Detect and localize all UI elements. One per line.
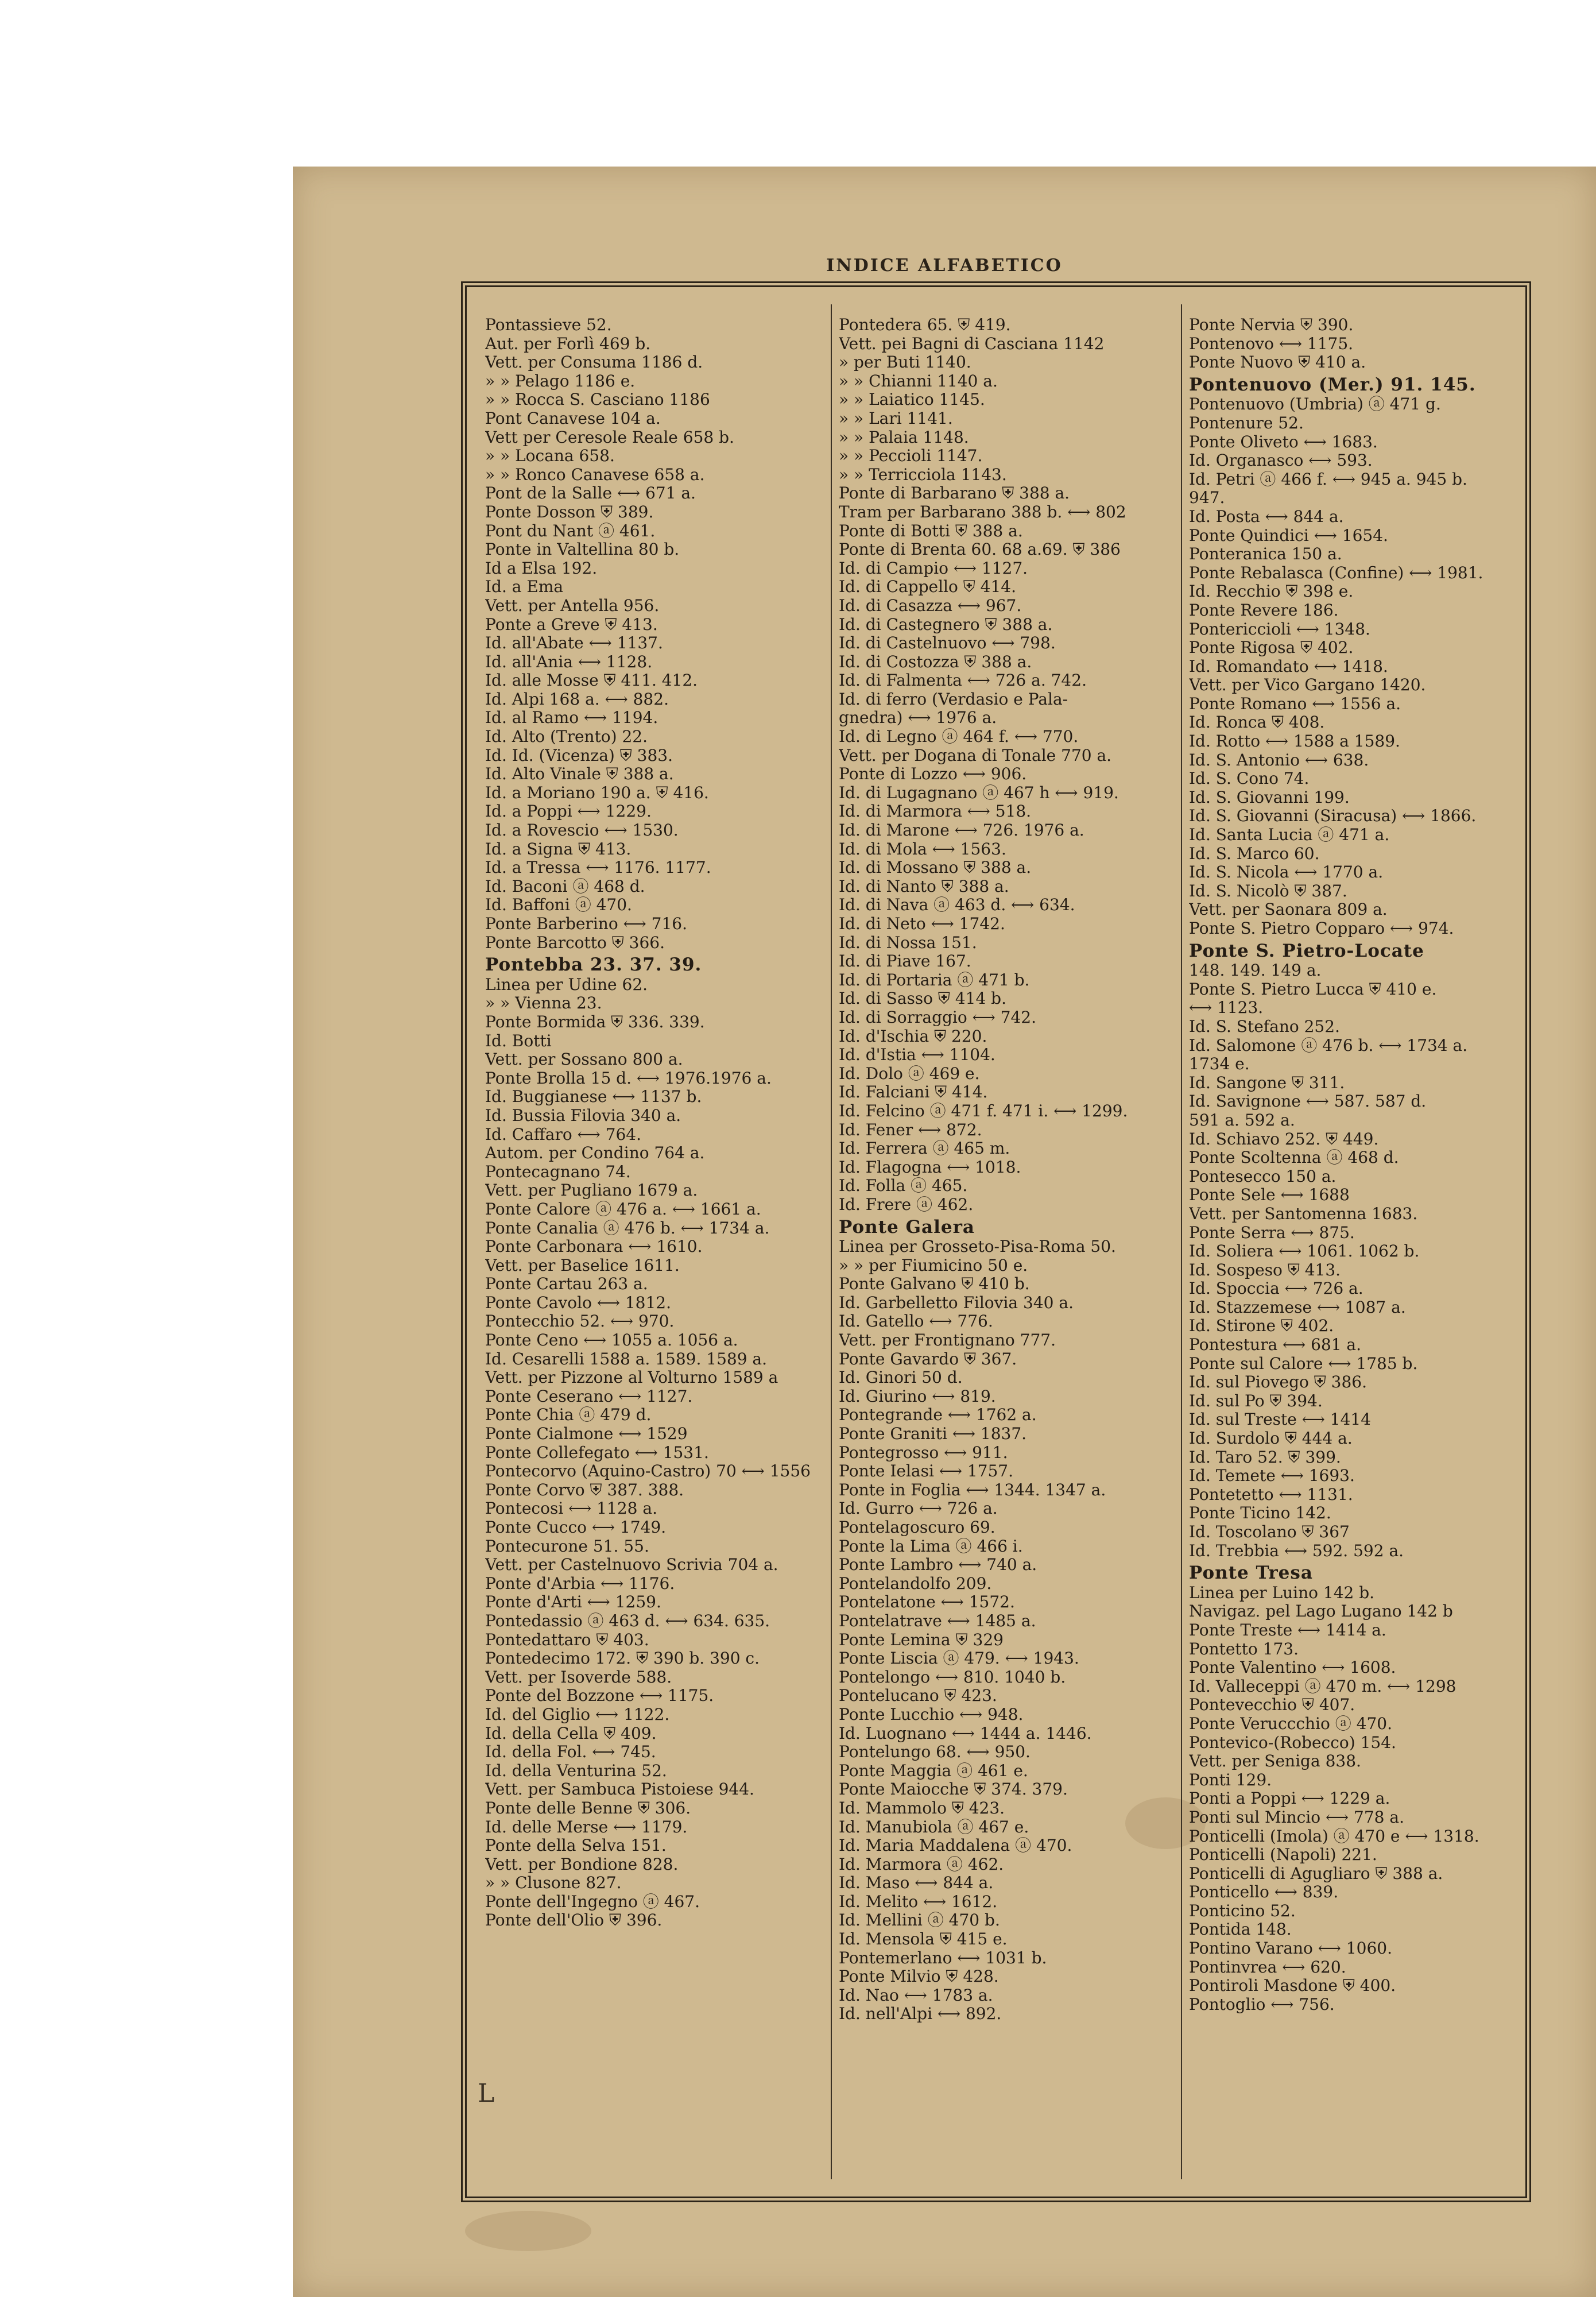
index-entry: Id. Toscolano ⛨ 367	[1189, 1523, 1350, 1541]
index-column-1	[485, 316, 827, 2174]
index-entry: Ponte Dosson ⛨ 389.	[485, 502, 654, 521]
index-entry: Ponti sul Mincio ⟷ 778 a.	[1189, 1808, 1404, 1827]
index-entry: Id. a Poppi ⟷ 1229.	[485, 802, 652, 821]
index-entry: Id. Gatello ⟷ 776.	[839, 1312, 993, 1331]
index-entry: Id. a Tressa ⟷ 1176. 1177.	[485, 859, 711, 877]
index-entry: Id. a Signa ⛨ 413.	[485, 840, 632, 859]
index-entry: Id. Soliera ⟷ 1061. 1062 b.	[1189, 1242, 1420, 1261]
index-entry: Vett. pei Bagni di Casciana 1142	[839, 334, 1105, 353]
index-entry: Id. Rotto ⟷ 1588 a 1589.	[1189, 732, 1400, 751]
index-entry: Ponte Serra ⟷ 875.	[1189, 1223, 1355, 1242]
index-entry: Pontedera 65. ⛨ 419.	[839, 316, 1011, 334]
index-entry: Id. Savignone ⟷ 587. 587 d.	[1189, 1092, 1427, 1111]
index-entry: Vett. per Dogana di Tonale 770 a.	[839, 746, 1112, 765]
index-entry: 591 a. 592 a.	[1189, 1111, 1295, 1130]
index-entry: Ponte S. Pietro Copparo ⟷ 974.	[1189, 919, 1454, 938]
index-entry: Id. S. Antonio ⟷ 638.	[1189, 751, 1369, 769]
index-entry: Id. al Ramo ⟷ 1194.	[485, 709, 658, 728]
index-entry: Pontassieve 52.	[485, 316, 612, 334]
index-entry: Ponte S. Pietro Lucca ⛨ 410 e.	[1189, 980, 1437, 999]
index-entry: Ponteranica 150 a.	[1189, 545, 1342, 564]
index-entry: Vett. per Frontignano 777.	[839, 1331, 1056, 1350]
index-entry: Id. di Marone ⟷ 726. 1976 a.	[839, 821, 1084, 840]
index-entry: Ponte Barberino ⟷ 716.	[485, 915, 687, 933]
index-entry: Id. di Marmora ⟷ 518.	[839, 802, 1032, 821]
index-entry: » » Peccioli 1147.	[839, 447, 983, 466]
page-footer-letter: L	[478, 2079, 495, 2108]
index-entry: Navigaz. pel Lago Lugano 142 b	[1189, 1602, 1453, 1621]
index-entry: Pontetto 173.	[1189, 1639, 1299, 1658]
index-entry: Pontegrande ⟷ 1762 a.	[839, 1406, 1037, 1425]
index-entry: Id. di Casazza ⟷ 967.	[839, 596, 1022, 615]
index-entry: Vett. per Baselice 1611.	[485, 1256, 680, 1275]
index-entry: Ponte Liscia ⓐ 479. ⟷ 1943.	[839, 1649, 1079, 1668]
index-entry: Id. Petri ⓐ 466 f. ⟷ 945 a. 945 b.	[1189, 470, 1467, 489]
index-entry: Id. di ferro (Verdasio e Pala-	[839, 690, 1068, 709]
index-entry: Vett. per Antella 956.	[485, 596, 660, 615]
index-entry: » » Vienna 23.	[485, 994, 602, 1013]
index-entry: ⟷ 1123.	[1189, 999, 1264, 1018]
index-entry: Ponte Ceno ⟷ 1055 a. 1056 a.	[485, 1331, 738, 1350]
index-entry: Id a Elsa 192.	[485, 559, 598, 578]
index-entry: Ponte Romano ⟷ 1556 a.	[1189, 694, 1401, 713]
index-entry: Ponte Maggia ⓐ 461 e.	[839, 1761, 1028, 1780]
index-entry: Pontevico-(Robecco) 154.	[1189, 1733, 1396, 1752]
index-entry: Ponte Lemina ⛨ 329	[839, 1630, 1004, 1649]
index-entry: Id. all'Ania ⟷ 1128.	[485, 652, 653, 671]
index-entry: » » Clusone 827.	[485, 1874, 622, 1893]
index-entry: » » Pelago 1186 e.	[485, 372, 636, 390]
index-entry: Ponte Gavardo ⛨ 367.	[839, 1349, 1017, 1368]
index-entry: Linea per Udine 62.	[485, 975, 648, 994]
index-entry: Id. Id. (Vicenza) ⛨ 383.	[485, 746, 673, 765]
index-entry: Id. Recchio ⛨ 398 e.	[1189, 582, 1354, 601]
index-entry: 1734 e.	[1189, 1055, 1250, 1074]
index-entry: Ponte Scoltenna ⓐ 468 d.	[1189, 1148, 1399, 1167]
index-entry: Id. di Sasso ⛨ 414 b.	[839, 989, 1007, 1008]
index-heading: Ponte Galera	[839, 1217, 975, 1237]
index-entry: Id. di Nossa 151.	[839, 933, 977, 952]
index-entry: Ponte Treste ⟷ 1414 a.	[1189, 1621, 1386, 1639]
index-entry: Linea per Grosseto-Pisa-Roma 50.	[839, 1238, 1116, 1256]
index-entry: Id. Frere ⓐ 462.	[839, 1195, 974, 1214]
index-entry: Id. Surdolo ⛨ 444 a.	[1189, 1429, 1353, 1448]
index-entry: Id. Falciani ⛨ 414.	[839, 1083, 988, 1102]
index-entry: Id. Ronca ⛨ 408.	[1189, 713, 1325, 732]
index-entry: Id. Sospeso ⛨ 413.	[1189, 1260, 1341, 1279]
index-entry: Id. di Nanto ⛨ 388 a.	[839, 877, 1009, 896]
index-entry: Id. sul Treste ⟷ 1414	[1189, 1410, 1372, 1429]
index-entry: Ponte Collefegato ⟷ 1531.	[485, 1443, 709, 1462]
index-entry: Id. Stirone ⛨ 402.	[1189, 1317, 1334, 1336]
index-entry: Id. Mammolo ⛨ 423.	[839, 1799, 1005, 1818]
index-entry: Id. S. Cono 74.	[1189, 769, 1310, 788]
index-entry: Ponti a Poppi ⟷ 1229 a.	[1189, 1789, 1390, 1808]
index-entry: Pontericcioli ⟷ 1348.	[1189, 620, 1370, 639]
index-entry: Ponte Nervia ⛨ 390.	[1189, 316, 1354, 334]
index-entry: Id. a Rovescio ⟷ 1530.	[485, 821, 679, 840]
index-entry: Id. Santa Lucia ⓐ 471 a.	[1189, 826, 1390, 845]
index-entry: Id. Baffoni ⓐ 470.	[485, 896, 632, 915]
index-entry: Ponte Rigosa ⛨ 402.	[1189, 639, 1354, 658]
index-heading: Pontenuovo (Mer.) 91. 145.	[1189, 375, 1476, 395]
index-heading: Ponte Tresa	[1189, 1564, 1313, 1583]
index-entry: Ponte Chia ⓐ 479 d.	[485, 1406, 652, 1425]
index-entry: Pont du Nant ⓐ 461.	[485, 521, 656, 540]
index-entry: Id. Temete ⟷ 1693.	[1189, 1467, 1355, 1486]
page-sheet	[293, 167, 1596, 2297]
index-entry: Ponte Ticino 142.	[1189, 1504, 1331, 1523]
page-header: INDICE ALFABETICO	[826, 256, 1063, 276]
index-entry: Pontedassio ⓐ 463 d. ⟷ 634. 635.	[485, 1611, 770, 1630]
index-entry: Vett. per Isoverde 588.	[485, 1668, 672, 1687]
index-entry: Pontedecimo 172. ⛨ 390 b. 390 c.	[485, 1649, 760, 1668]
index-entry: Id. Alto (Trento) 22.	[485, 728, 648, 747]
index-entry: Ponte a Greve ⛨ 413.	[485, 615, 658, 634]
index-entry: Id. della Cella ⛨ 409.	[485, 1724, 657, 1743]
index-entry: Id. Giurino ⟷ 819.	[839, 1387, 996, 1406]
index-column-2	[839, 316, 1181, 2174]
index-entry: Ponticello ⟷ 839.	[1189, 1883, 1339, 1902]
index-entry: Pontenovo ⟷ 1175.	[1189, 334, 1354, 353]
index-entry: Id. S. Giovanni (Siracusa) ⟷ 1866.	[1189, 807, 1477, 826]
column-rule	[831, 304, 832, 2179]
index-entry: Id. di Campio ⟷ 1127.	[839, 559, 1028, 578]
index-entry: Id. Botti	[485, 1031, 552, 1050]
index-entry: Id. Alpi 168 a. ⟷ 882.	[485, 690, 669, 709]
index-entry: Vett. per Sossano 800 a.	[485, 1050, 683, 1069]
index-entry: Ponte dell'Olio ⛨ 396.	[485, 1911, 663, 1930]
index-entry: Pontestura ⟷ 681 a.	[1189, 1336, 1362, 1355]
index-entry: Ponte Canalia ⓐ 476 b. ⟷ 1734 a.	[485, 1219, 770, 1238]
index-frame	[461, 281, 1531, 2202]
index-entry: Pontelatrave ⟷ 1485 a.	[839, 1611, 1036, 1630]
index-entry: Pontemerlano ⟷ 1031 b.	[839, 1948, 1047, 1967]
index-entry: Ponte Ielasi ⟷ 1757.	[839, 1462, 1014, 1481]
index-entry: » per Buti 1140.	[839, 353, 971, 372]
index-entry: Pontecagnano 74.	[485, 1162, 631, 1181]
index-entry: Pontecosi ⟷ 1128 a.	[485, 1499, 657, 1518]
index-entry: Ponte Valentino ⟷ 1608.	[1189, 1658, 1396, 1677]
index-entry: Ponticelli di Agugliaro ⛨ 388 a.	[1189, 1864, 1443, 1883]
index-entry: Id. a Moriano 190 a. ⛨ 416.	[485, 783, 709, 802]
index-entry: Pontelandolfo 209.	[839, 1574, 992, 1593]
index-entry: Ponte Veruccchio ⓐ 470.	[1189, 1714, 1392, 1733]
index-entry: Pontino Varano ⟷ 1060.	[1189, 1939, 1393, 1958]
index-entry: Id. Felcino ⓐ 471 f. 471 i. ⟷ 1299.	[839, 1101, 1128, 1120]
index-entry: Id. Garbelletto Filovia 340 a.	[839, 1293, 1074, 1312]
index-column-3	[1189, 316, 1531, 2174]
index-entry: Ponte Rebalasca (Confine) ⟷ 1981.	[1189, 563, 1483, 582]
index-entry: 947.	[1189, 489, 1225, 508]
index-entry: Tram per Barbarano 388 b. ⟷ 802	[839, 502, 1126, 521]
index-entry: Id. Sangone ⛨ 311.	[1189, 1073, 1345, 1092]
index-entry: Ponte Cavolo ⟷ 1812.	[485, 1293, 672, 1312]
index-entry: Ponte d'Arti ⟷ 1259.	[485, 1593, 661, 1612]
index-entry: Ponte del Bozzone ⟷ 1175.	[485, 1687, 714, 1706]
index-entry: Id. Maria Maddalena ⓐ 470.	[839, 1836, 1072, 1855]
index-entry: Vett. per Saonara 809 a.	[1189, 900, 1388, 919]
index-entry: Ponte in Foglia ⟷ 1344. 1347 a.	[839, 1480, 1106, 1499]
index-entry: Id. di Falmenta ⟷ 726 a. 742.	[839, 671, 1087, 690]
index-entry: gnedra) ⟷ 1976 a.	[839, 709, 997, 728]
index-entry: Id. della Fol. ⟷ 745.	[485, 1743, 656, 1762]
index-entry: Vett. per Santomenna 1683.	[1189, 1204, 1418, 1223]
index-entry: Vett. per Sambuca Pistoiese 944.	[485, 1780, 754, 1799]
index-entry: Id. sul Piovego ⛨ 386.	[1189, 1373, 1368, 1392]
index-entry: Id. Stazzemese ⟷ 1087 a.	[1189, 1298, 1406, 1317]
index-entry: Pontedattaro ⛨ 403.	[485, 1630, 649, 1649]
index-entry: Id. di Castelnuovo ⟷ 798.	[839, 634, 1056, 653]
index-entry: Ponte Oliveto ⟷ 1683.	[1189, 432, 1378, 451]
index-entry: Ponte delle Benne ⛨ 306.	[485, 1799, 691, 1818]
index-entry: Pontecorvo (Aquino-Castro) 70 ⟷ 1556	[485, 1462, 811, 1481]
index-entry: Id. Cesarelli 1588 a. 1589. 1589 a.	[485, 1349, 768, 1368]
index-entry: Pontegrosso ⟷ 911.	[839, 1443, 1008, 1462]
index-entry: Vett. per Bondione 828.	[485, 1855, 679, 1874]
index-entry: Id. Fener ⟷ 872.	[839, 1120, 982, 1139]
index-entry: Pontelagoscuro 69.	[839, 1518, 995, 1537]
index-entry: » » per Fiumicino 50 e.	[839, 1256, 1028, 1275]
index-entry: Ponte Cartau 263 a.	[485, 1275, 648, 1294]
index-entry: » » Locana 658.	[485, 447, 615, 466]
index-entry: Ponte Maiocche ⛨ 374. 379.	[839, 1780, 1068, 1799]
index-entry: Id. della Venturina 52.	[485, 1761, 667, 1780]
index-entry: Id. Ferrera ⓐ 465 m.	[839, 1139, 1010, 1158]
index-entry: Ponte Milvio ⛨ 428.	[839, 1967, 999, 1986]
index-entry: » » Laiatico 1145.	[839, 390, 985, 409]
index-entry: » » Palaia 1148.	[839, 428, 969, 447]
index-entry: Pont Canavese 104 a.	[485, 409, 661, 428]
index-entry: Id. Schiavo 252. ⛨ 449.	[1189, 1130, 1379, 1148]
index-entry: 148. 149. 149 a.	[1189, 961, 1322, 980]
index-entry: Ponte Lucchio ⟷ 948.	[839, 1705, 1024, 1724]
index-entry: Id. Dolo ⓐ 469 e.	[839, 1064, 980, 1083]
index-entry: Vett per Ceresole Reale 658 b.	[485, 428, 734, 447]
index-entry: Ponte Corvo ⛨ 387. 388.	[485, 1480, 684, 1499]
index-entry: Ponte Galvano ⛨ 410 b.	[839, 1275, 1030, 1294]
index-entry: Id. di Castegnero ⛨ 388 a.	[839, 615, 1053, 634]
index-entry: Id. S. Marco 60.	[1189, 844, 1320, 863]
index-entry: Pontoglio ⟷ 756.	[1189, 1995, 1335, 2014]
index-entry: » » Terricciola 1143.	[839, 465, 1007, 484]
index-entry: Id. Luognano ⟷ 1444 a. 1446.	[839, 1724, 1092, 1743]
index-entry: Pontesecco 150 a.	[1189, 1167, 1337, 1186]
index-entry: Id. S. Giovanni 199.	[1189, 788, 1350, 807]
index-entry: Pontelucano ⛨ 423.	[839, 1687, 997, 1706]
index-entry: Ponte di Botti ⛨ 388 a.	[839, 521, 1023, 540]
index-entry: Ponticelli (Imola) ⓐ 470 e ⟷ 1318.	[1189, 1827, 1479, 1846]
index-entry: Id. di Portaria ⓐ 471 b.	[839, 970, 1030, 989]
index-entry: Ponte d'Arbia ⟷ 1176.	[485, 1574, 675, 1593]
index-entry: Ponte Revere 186.	[1189, 601, 1339, 620]
index-entry: Id. di Cappello ⛨ 414.	[839, 578, 1017, 597]
index-entry: Id. Maso ⟷ 844 a.	[839, 1874, 994, 1893]
index-entry: Pontelatone ⟷ 1572.	[839, 1593, 1015, 1612]
index-entry: Ponte Nuovo ⛨ 410 a.	[1189, 353, 1366, 372]
index-entry: Vett. per Pizzone al Volturno 1589 a	[485, 1368, 778, 1387]
index-entry: Ponte sul Calore ⟷ 1785 b.	[1189, 1354, 1418, 1373]
index-heading: Ponte S. Pietro-Locate	[1189, 941, 1424, 961]
index-entry: Id. Taro 52. ⛨ 399.	[1189, 1448, 1341, 1467]
index-entry: Id. Ginori 50 d.	[839, 1368, 963, 1387]
index-entry: Id. Caffaro ⟷ 764.	[485, 1125, 642, 1144]
index-entry: Ponticelli (Napoli) 221.	[1189, 1846, 1377, 1865]
index-entry: Id. S. Stefano 252.	[1189, 1017, 1340, 1036]
index-entry: Id. di Costozza ⛨ 388 a.	[839, 652, 1032, 671]
index-entry: Vett. per Castelnuovo Scrivia 704 a.	[485, 1556, 778, 1575]
index-entry: Id. alle Mosse ⛨ 411. 412.	[485, 671, 698, 690]
index-entry: Pontetetto ⟷ 1131.	[1189, 1485, 1353, 1504]
index-entry: Id. Bussia Filovia 340 a.	[485, 1106, 681, 1125]
index-entry: Ponte di Lozzo ⟷ 906.	[839, 765, 1027, 784]
index-entry: » » Rocca S. Casciano 1186	[485, 390, 710, 409]
index-entry: Id. Buggianese ⟷ 1137 b.	[485, 1088, 702, 1107]
index-entry: Pontecurone 51. 55.	[485, 1537, 649, 1556]
index-entry: Ponti 129.	[1189, 1770, 1272, 1789]
index-entry: Id. Marmora ⓐ 462.	[839, 1855, 1004, 1874]
index-entry: Pontelongo ⟷ 810. 1040 b.	[839, 1668, 1066, 1687]
index-entry: Id. di Nava ⓐ 463 d. ⟷ 634.	[839, 896, 1075, 915]
index-entry: Id. S. Nicolò ⛨ 387.	[1189, 881, 1347, 900]
index-entry: Pont de la Salle ⟷ 671 a.	[485, 484, 696, 503]
index-entry: Id. di Mola ⟷ 1563.	[839, 840, 1006, 859]
paper-stain	[465, 2211, 591, 2251]
index-entry: Ponte di Barbarano ⛨ 388 a.	[839, 484, 1070, 503]
index-entry: Id. Manubiola ⓐ 467 e.	[839, 1818, 1029, 1836]
index-entry: Id. Salomone ⓐ 476 b. ⟷ 1734 a.	[1189, 1036, 1468, 1055]
index-entry: Linea per Luino 142 b.	[1189, 1583, 1375, 1602]
index-entry: Autom. per Condino 764 a.	[485, 1144, 705, 1163]
index-entry: Pontenure 52.	[1189, 413, 1304, 432]
index-entry: Id. all'Abate ⟷ 1137.	[485, 634, 663, 653]
index-entry: Ponte Carbonara ⟷ 1610.	[485, 1238, 703, 1256]
index-entry: Ponte dell'Ingegno ⓐ 467.	[485, 1892, 700, 1911]
index-entry: Pontevecchio ⛨ 407.	[1189, 1696, 1355, 1715]
index-entry: Aut. per Forlì 469 b.	[485, 334, 651, 353]
index-entry: Id. a Ema	[485, 578, 564, 597]
index-entry: Id. di Legno ⓐ 464 f. ⟷ 770.	[839, 728, 1079, 747]
index-entry: Id. di Neto ⟷ 1742.	[839, 915, 1005, 933]
index-entry: Ponte della Selva 151.	[485, 1836, 667, 1855]
index-entry: Id. di Sorraggio ⟷ 742.	[839, 1008, 1037, 1027]
index-entry: Id. Alto Vinale ⛨ 388 a.	[485, 765, 674, 784]
index-entry: Ponte Quindici ⟷ 1654.	[1189, 526, 1388, 545]
index-entry: Pontinvrea ⟷ 620.	[1189, 1958, 1346, 1977]
index-entry: Id. Organasco ⟷ 593.	[1189, 451, 1373, 470]
index-entry: Id. Nao ⟷ 1783 a.	[839, 1986, 993, 2005]
index-entry: Id. S. Nicola ⟷ 1770 a.	[1189, 863, 1384, 882]
index-entry: Id. Folla ⓐ 465.	[839, 1177, 968, 1196]
index-entry: Id. Mensola ⛨ 415 e.	[839, 1930, 1008, 1949]
index-entry: » » Chianni 1140 a.	[839, 372, 998, 390]
index-entry: Ponte Graniti ⟷ 1837.	[839, 1425, 1027, 1444]
index-entry: Ponte Calore ⓐ 476 a. ⟷ 1661 a.	[485, 1200, 761, 1219]
index-entry: Id. d'Istia ⟷ 1104.	[839, 1046, 995, 1065]
index-entry: Id. di Piave 167.	[839, 952, 971, 971]
index-entry: Id. Spoccia ⟷ 726 a.	[1189, 1279, 1363, 1298]
index-entry: Ponte Sele ⟷ 1688	[1189, 1186, 1350, 1205]
index-entry: Id. Flagogna ⟷ 1018.	[839, 1158, 1021, 1177]
column-rule	[1181, 304, 1182, 2179]
index-entry: Id. Melito ⟷ 1612.	[839, 1892, 998, 1911]
index-entry: Ponte Cucco ⟷ 1749.	[485, 1518, 667, 1537]
index-entry: Vett. per Seniga 838.	[1189, 1752, 1361, 1771]
index-entry: Ponte Bormida ⛨ 336. 339.	[485, 1012, 705, 1031]
index-entry: Vett. per Vico Gargano 1420.	[1189, 676, 1426, 695]
index-entry: Id. Gurro ⟷ 726 a.	[839, 1499, 998, 1518]
index-entry: Id. Mellini ⓐ 470 b.	[839, 1911, 1000, 1930]
index-entry: » » Lari 1141.	[839, 409, 953, 428]
index-heading: Pontebba 23. 37. 39.	[485, 956, 702, 975]
index-entry: Id. sul Po ⛨ 394.	[1189, 1391, 1323, 1410]
index-entry: Pontiroli Masdone ⛨ 400.	[1189, 1977, 1396, 1996]
index-entry: Ponte in Valtellina 80 b.	[485, 540, 680, 559]
index-entry: Id. delle Merse ⟷ 1179.	[485, 1818, 688, 1836]
index-entry: Ponte di Brenta 60. 68 a.69. ⛨ 386	[839, 540, 1121, 559]
index-entry: Ponte Brolla 15 d. ⟷ 1976.1976 a.	[485, 1069, 772, 1088]
index-entry: Id. Valleceppi ⓐ 470 m. ⟷ 1298	[1189, 1677, 1456, 1696]
index-entry: Id. d'Ischia ⛨ 220.	[839, 1027, 987, 1046]
index-entry: Id. del Giglio ⟷ 1122.	[485, 1705, 670, 1724]
index-entry: Pontecchio 52. ⟷ 970.	[485, 1312, 675, 1331]
index-entry: Id. di Mossano ⛨ 388 a.	[839, 859, 1032, 877]
index-entry: Pontida 148.	[1189, 1920, 1292, 1939]
index-entry: Ponticino 52.	[1189, 1901, 1296, 1920]
index-entry: Id. di Lugagnano ⓐ 467 h ⟷ 919.	[839, 783, 1119, 802]
index-entry: Ponte la Lima ⓐ 466 i.	[839, 1537, 1023, 1556]
index-entry: Id. Trebbia ⟷ 592. 592 a.	[1189, 1541, 1404, 1560]
index-entry: Pontenuovo (Umbria) ⓐ 471 g.	[1189, 395, 1441, 414]
index-entry: Ponte Lambro ⟷ 740 a.	[839, 1556, 1037, 1575]
index-entry: Id. Baconi ⓐ 468 d.	[485, 877, 645, 896]
index-entry: » » Ronco Canavese 658 a.	[485, 465, 705, 484]
index-entry: Id. nell'Alpi ⟷ 892.	[839, 2005, 1002, 2024]
index-entry: Vett. per Pugliano 1679 a.	[485, 1181, 698, 1200]
index-entry: Ponte Cialmone ⟷ 1529	[485, 1425, 688, 1444]
index-entry: Id. Romandato ⟷ 1418.	[1189, 657, 1388, 676]
index-entry: Ponte Barcotto ⛨ 366.	[485, 933, 665, 952]
index-entry: Pontelungo 68. ⟷ 950.	[839, 1743, 1031, 1762]
index-entry: Vett. per Consuma 1186 d.	[485, 353, 703, 372]
index-entry: Ponte Ceserano ⟷ 1127.	[485, 1387, 693, 1406]
index-entry: Id. Posta ⟷ 844 a.	[1189, 507, 1344, 526]
